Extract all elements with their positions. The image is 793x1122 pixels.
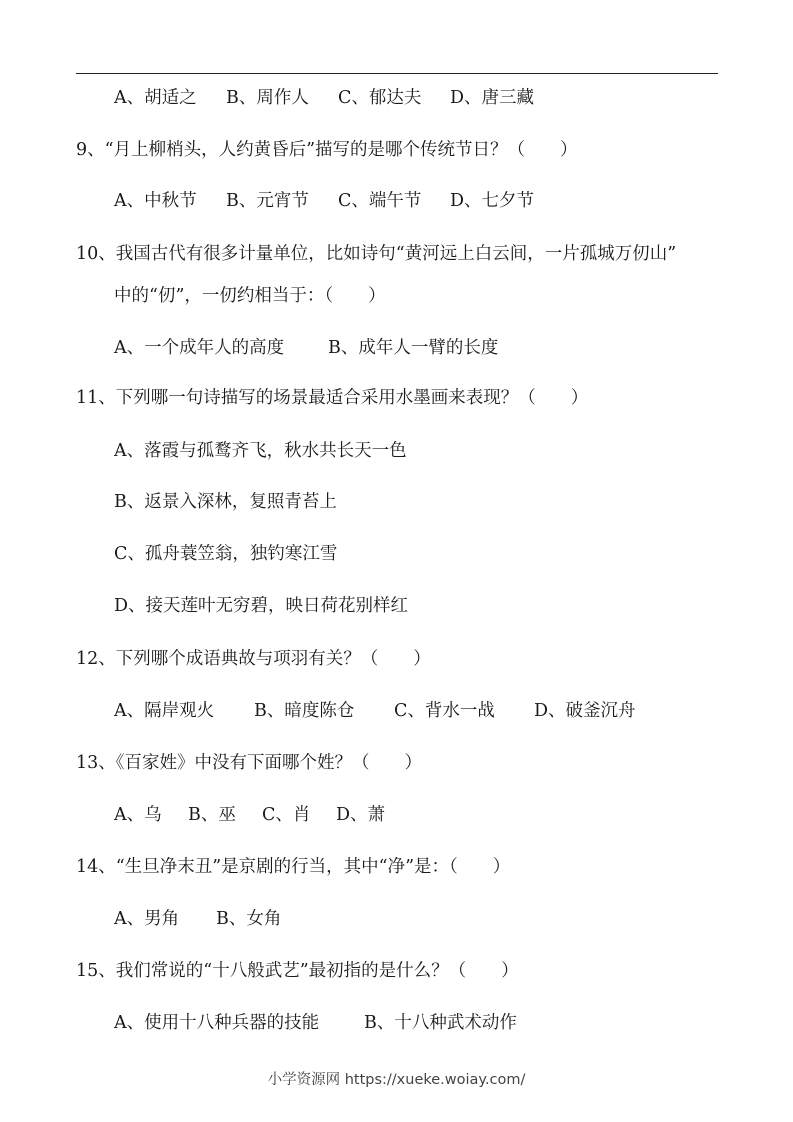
q12-option-d: D、破釜沉舟: [534, 701, 636, 721]
q12-stem: 12、下列哪个成语典故与项羽有关？（ ）: [76, 649, 431, 669]
q12-option-c: C、背水一战: [394, 701, 495, 721]
q14-options-row: [114, 907, 281, 931]
q10-option-a: A、一个成年人的高度: [114, 338, 285, 358]
q12-option-b: B、暗度陈仓: [254, 701, 355, 721]
q15-option-a: A、使用十八种兵器的技能: [114, 1013, 320, 1033]
q14-option-a: A、男角: [114, 909, 180, 929]
q11-option-d: D、接天莲叶无穷碧，映日荷花别样红: [114, 596, 409, 616]
q11-option-a: A、落霞与孤鹜齐飞，秋水共长天一色: [114, 441, 407, 461]
q10-options-row: [114, 336, 498, 360]
q9-option-a: A、中秋节: [114, 191, 197, 211]
q12-options-row: [114, 699, 636, 723]
page-footer: 小学资源网 https://xueke.woiay.com/: [267, 1072, 526, 1088]
q13-options-row: [114, 803, 385, 827]
q8-options-row: [114, 86, 534, 110]
q15-option-b: B、十八种武术动作: [364, 1013, 517, 1033]
q9-option-c: C、端午节: [338, 191, 422, 211]
q14-stem: 14、“生旦净末丑”是京剧的行当，其中“净”是：（ ）: [76, 857, 511, 877]
q8-option-d: D、唐三藏: [450, 88, 535, 108]
q13-option-c: C、肖: [262, 805, 311, 825]
q8-option-c: C、郁达夫: [338, 88, 422, 108]
q11-stem: 11、下列哪一句诗描写的场景最适合采用水墨画来表现？（ ）: [76, 388, 589, 408]
q15-stem: 15、我们常说的“十八般武艺”最初指的是什么？（ ）: [76, 961, 519, 981]
q8-option-a: A、胡适之: [114, 88, 197, 108]
q12-option-a: A、隔岸观火: [114, 701, 215, 721]
q10-stem-line2: 中的“仞”，一仞约相当于：（ ）: [114, 286, 386, 306]
q11-option-c: C、孤舟蓑笠翁，独钓寒江雪: [114, 544, 338, 564]
q15-options-row: [114, 1011, 517, 1035]
q11-option-b: B、返景入深林，复照青苔上: [114, 492, 337, 512]
top-divider: [76, 73, 718, 74]
q13-option-a: A、乌: [114, 805, 162, 825]
q14-option-b: B、女角: [216, 909, 282, 929]
q13-stem: 13、《百家姓》中没有下面哪个姓？（ ）: [76, 753, 423, 773]
q9-option-b: B、元宵节: [226, 191, 309, 211]
q9-options-row: [114, 189, 534, 213]
q13-option-b: B、巫: [188, 805, 236, 825]
q10-stem-line1: 10、我国古代有很多计量单位，比如诗句“黄河远上白云间，一片孤城万仞山”: [76, 244, 677, 264]
q9-stem: 9、“月上柳梢头，人约黄昏后”描写的是哪个传统节日？（ ）: [76, 140, 578, 160]
q9-option-d: D、七夕节: [450, 191, 535, 211]
q10-option-b: B、成年人一臂的长度: [328, 338, 499, 358]
q8-option-b: B、周作人: [226, 88, 309, 108]
q13-option-d: D、萧: [336, 805, 386, 825]
